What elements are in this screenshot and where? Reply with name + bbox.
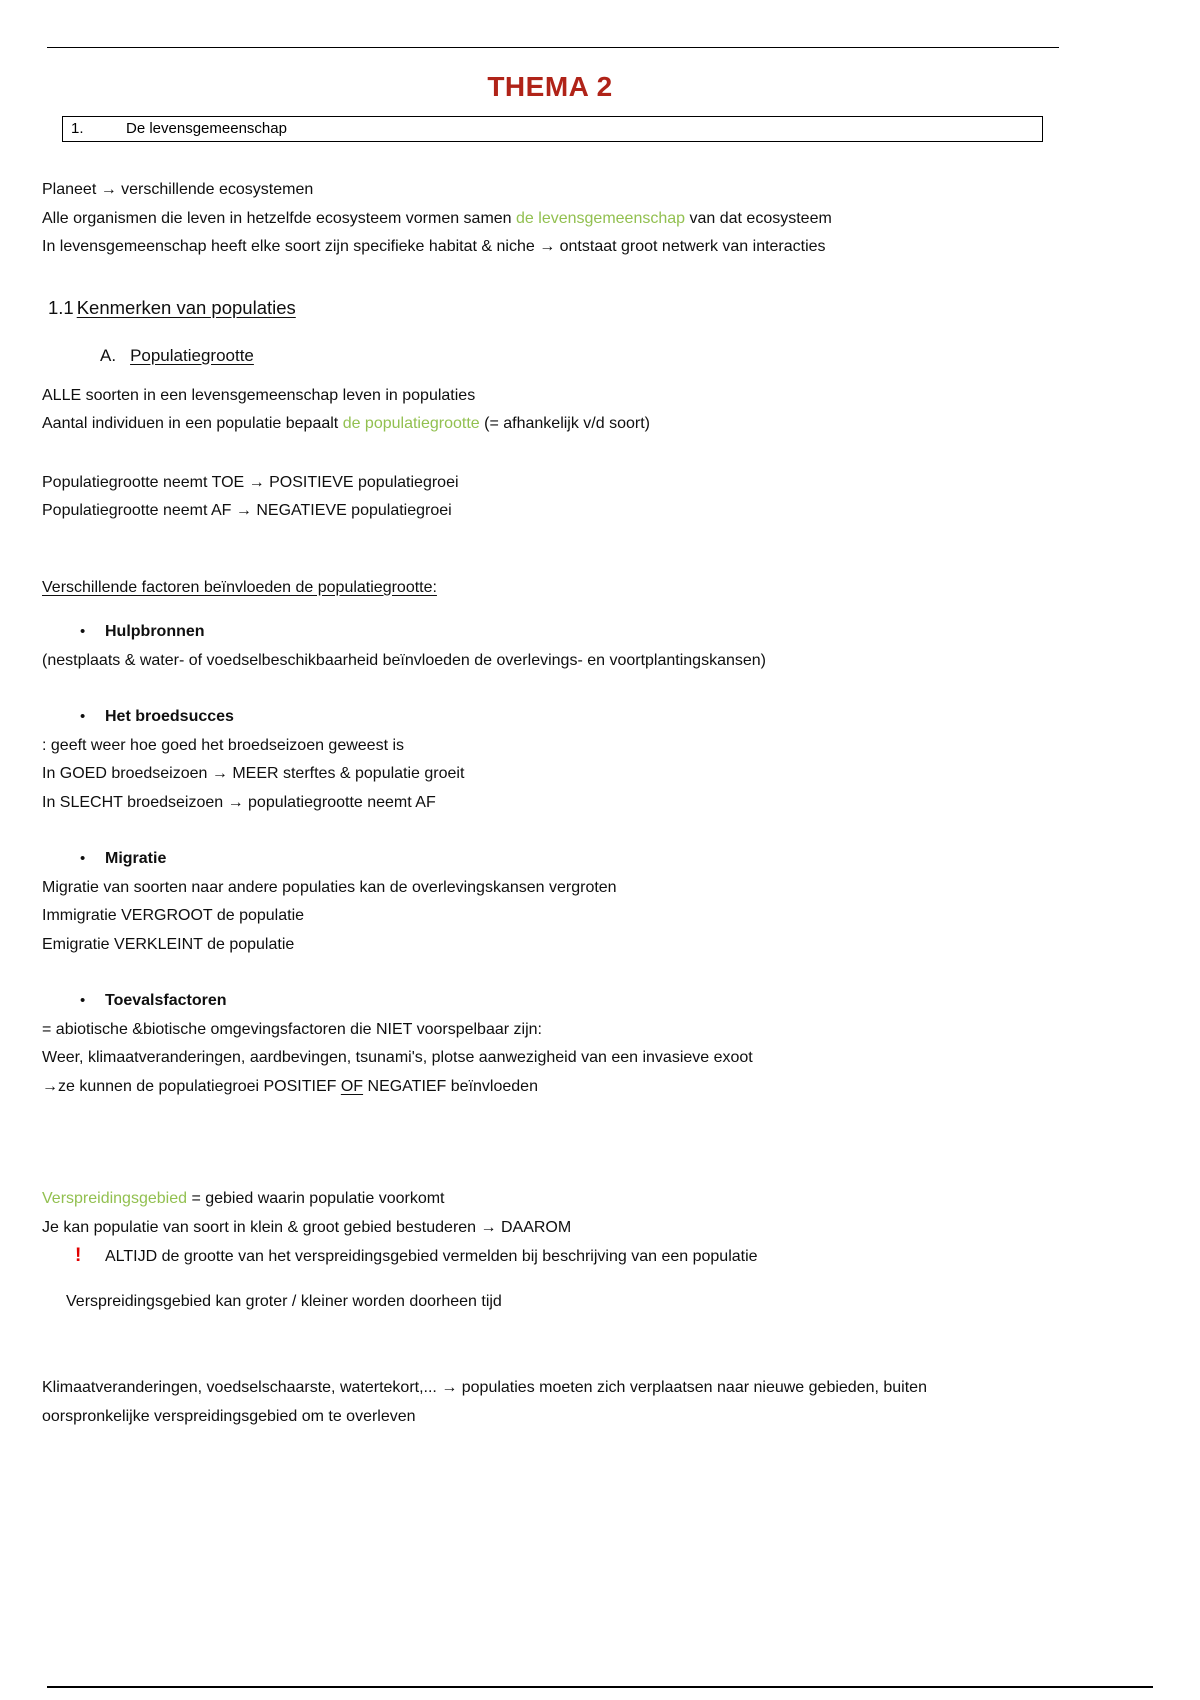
text-line: Emigratie VERKLEINT de populatie [42, 935, 295, 953]
factor-body [42, 1016, 1058, 1102]
text-line: Weer, klimaatveranderingen, aardbevingen, tsunami's, plotse aanwezigheid van een invasieve exoot [42, 1049, 753, 1066]
growth-paragraph [42, 469, 1058, 526]
page-title: THEMA 2 [487, 71, 613, 102]
text-line: Populatiegrootte neemt AF → NEGATIEVE populatiegroei [42, 502, 452, 519]
heading-text: Kenmerken van populaties [76, 296, 296, 318]
note-line: Verspreidingsgebied kan groter / kleiner worden doorheen tijd [66, 1292, 502, 1310]
text-line: : geeft weer hoe goed het broedseizoen geweest is [42, 736, 405, 754]
highlighted-term: de levensgemeenschap [516, 209, 686, 227]
exclamation-icon: ! [75, 1245, 82, 1266]
list-item-hulpbronnen [42, 618, 1058, 647]
list-item-broedsucces [42, 703, 1058, 732]
factors-heading [42, 574, 1058, 603]
bullet-icon: • [80, 623, 86, 640]
list-item-migratie [42, 845, 1058, 874]
heading-text: Populatiegrootte [130, 345, 254, 365]
alert-text: ALTIJD de grootte van het verspreidingsgebied vermelden bij beschrijving van een populatie [105, 1248, 758, 1265]
text-line [42, 205, 1058, 234]
factor-title: Migratie [105, 850, 167, 867]
factor-title: Het broedsucces [105, 708, 234, 725]
text-segment: Aantal individuen in een populatie bepaalt [42, 415, 343, 432]
bullet-icon: • [80, 850, 86, 867]
section-number: 1. [71, 120, 84, 137]
bullet-icon: • [80, 708, 86, 725]
section-label: De levensgemeenschap [126, 120, 287, 137]
text-segment: NEGATIEF beïnvloeden [363, 1077, 538, 1095]
text-line: = abiotische &biotische omgevingsfactoren die NIET voorspelbaar zijn: [42, 1020, 542, 1038]
heading-text: Verschillende factoren beïnvloeden de populatiegrootte: [42, 578, 437, 596]
factor-title: Hulpbronnen [105, 623, 205, 640]
highlighted-term: Verspreidingsgebied [42, 1190, 187, 1207]
heading-letter: A. [100, 345, 117, 365]
factor-body [42, 732, 1058, 818]
closing-paragraph: Klimaatveranderingen, voedselschaarste, watertekort,... → populaties moeten zich verplaatsen naar nieuwe gebieden, buiten oorspronkelijke verspreidingsgebied om te overleven [42, 1379, 927, 1425]
text-line: In SLECHT broedseizoen → populatiegrootte neemt AF [42, 793, 436, 811]
factor-body [42, 647, 1058, 676]
text-line [42, 1185, 1058, 1214]
heading-1-1 [48, 296, 1058, 320]
heading-number: 1.1 [48, 296, 74, 318]
text-segment: →ze kunnen de populatiegroei POSITIEF [42, 1077, 341, 1095]
text-line: (nestplaats & water- of voedselbeschikbaarheid beïnvloeden de overlevings- en voortplantingskansen) [42, 651, 766, 669]
verspreiding-paragraph [42, 1185, 1058, 1272]
list-item-toevalsfactoren [42, 987, 1058, 1016]
heading-a-populatiegrootte [100, 344, 1058, 368]
text-line: Planeet → verschillende ecosystemen [42, 181, 314, 198]
text-line: Je kan populatie van soort in klein & groot gebied bestuderen → DAAROM [42, 1218, 572, 1236]
text-line: In GOED broedseizoen → MEER sterftes & populatie groeit [42, 765, 465, 782]
text-line: Populatiegrootte neemt TOE → POSITIEVE populatiegroei [42, 473, 459, 491]
highlighted-term: de populatiegrootte [342, 415, 480, 432]
intro-paragraph [42, 176, 1058, 262]
section-1-box [62, 116, 1043, 142]
text-line: ALLE soorten in een levensgemeenschap leven in populaties [42, 386, 476, 404]
factor-body [42, 874, 1058, 960]
population-paragraph [42, 382, 1058, 439]
text-line: Immigratie VERGROOT de populatie [42, 907, 305, 924]
document-content [42, 0, 1058, 1431]
text-line [42, 410, 1058, 439]
text-line: Migratie van soorten naar andere populaties kan de overlevingskansen vergroten [42, 878, 617, 896]
text-line: In levensgemeenschap heeft elke soort zijn specifieke habitat & niche → ontstaat groot netwerk van interacties [42, 238, 826, 255]
bullet-icon: • [80, 992, 86, 1009]
text-segment: van dat ecosysteem [685, 209, 832, 227]
text-segment: = gebied waarin populatie voorkomt [187, 1190, 445, 1207]
text-line [42, 1073, 1058, 1102]
bottom-rule [47, 1686, 1153, 1688]
factor-title: Toevalsfactoren [105, 992, 227, 1009]
alert-line [42, 1242, 1058, 1272]
text-segment: (= afhankelijk v/d soort) [479, 415, 650, 432]
text-segment: Alle organismen die leven in hetzelfde ecosysteem vormen samen [42, 209, 517, 227]
underlined-word: OF [340, 1077, 364, 1095]
